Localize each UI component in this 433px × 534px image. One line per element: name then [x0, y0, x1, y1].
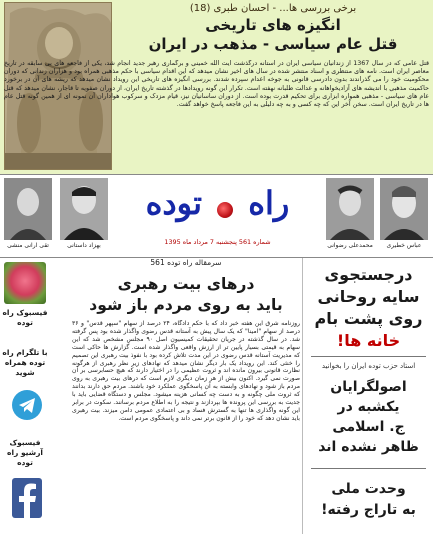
feature2-line1[interactable]: اصولگرایان [330, 379, 407, 395]
article-header [118, 2, 428, 54]
editorial-label: سرمقاله راه توده 561 [150, 258, 222, 267]
archive-caption[interactable]: استاد حزب توده ایران را بخوانید [321, 362, 416, 370]
portrait-photo-4 [380, 178, 428, 240]
divider [311, 468, 426, 469]
telegram-icon[interactable] [12, 390, 42, 420]
rah-e-tudeh-logo[interactable] [120, 179, 315, 231]
feature1-line2[interactable]: سایه روحانی [317, 287, 420, 306]
rose-image [4, 262, 46, 304]
feature2-line2[interactable]: یکشبه در [337, 399, 400, 415]
portrait-photo-1 [4, 178, 52, 240]
editorial-title[interactable]: درهای بیت رهبری [117, 275, 255, 293]
issue-date-line: شماره 561 پنجشنبه 7 مرداد ماه 1395 [164, 238, 271, 246]
telegram-link-label[interactable]: با تلگرام راه توده همراه شوید [2, 348, 48, 377]
editorial-body: روزنامه شرق این هفته خبر داد که با حکم دادگاه، ۲۴ درصد از سهام "سپهر قدس" و ۳۶ درصد از سهام "امینا" که یک سال پیش به آستانه قدس رضوی واگذار شده بود پس گرفته شد. در سال گذشته در جریان تحقیقات کمیسیون اصل ۹۰ مجلس مشخص شد که این سهام به قیمتی بسیار پایین تر از ارزش واقعی واگذار شده است. گزارش ها حاکی است که مدیریت آستانه قدس رضوی در این مدت تلاش کرده بود با نفوذ بیت رهبری این تصمیم را خنثی کند. این رویداد یک بار دیگر نشان میدهد که نهادهای زیر نظر رهبری از هرگونه نظارت قانونی بیرون مانده اند و ثروت عظیمی را در اختیار دارند که هیچ حسابرسی بر آن صورت نمی گیرد. اکنون بیش از هر زمان دیگری لازم است که درهای بیت رهبری به روی مردم باز شود و نهادهای وابسته به آن پاسخگوی عملکرد خود باشند. مردم حق دارند بدانند که ثروت ملی چگونه و به دست چه کسانی هزینه میشود. مجلس و دستگاه قضایی باید با جدیت به بررسی این پرونده ها بپردازند و نتیجه را به اطلاع مردم برسانند. سکوت در برابر این گونه واگذاری ها تنها به گسترش فساد و بی اعتمادی عمومی دامن میزند. بیت رهبری باید نشان دهد که خود را از قانون برتر نمی داند و پاسخگوی مردم است. [72, 320, 300, 422]
article-paragraph: قتل عامی که در سال 1367 از زندانیان سیاسی ایران در آستانه درگذشت آیت الله خمینی و برگماری رهبر جدید انجام شد، یکی از فاجعه های بی سابقه در تاریخ معاصر ایران است. نامه های منتظری و اسناد منتشر شده در سال های اخیر نشان میدهد که این اقدام سیاسی با حکم مذهبی همراه بود و هزاران زندانی که دوران محکومیت خود را می گذراندند بدون دادرسی قانونی به جوخه اعدام سپرده شدند. بررسی انگیزه های تاریخی این رویداد نشان میدهد که ریشه های آن در برخورد حاکمیت مذهبی با اندیشه های آزادیخواهانه و عدالت طلبانه نهفته است. تکرار این گونه رویدادها در گذشته تاریخ ایران، از دوران صفویه تا قاجار، نشان میدهد که قتل عام های سیاسی - مذهبی همواره ابزاری برای تحکیم قدرت بوده است. از دوران ساسانیان نیز، قیام مزدک و سرکوب هواداران آن نمونه ای از همین گونه قتل عام ها در تاریخ ایران است. سخن آخر این که چه کسی و به چه دلیلی به این فاجعه پاسخ خواهد گفت. [4, 60, 429, 109]
article-subtitle[interactable]: قتل عام سیاسی - مذهب در ایران [148, 35, 398, 53]
feature2-line4[interactable]: ظاهر نشده اند [318, 439, 419, 455]
feature3-line1[interactable]: وحدت ملی [331, 481, 406, 497]
feature1-line4[interactable]: خانه ها! [336, 331, 401, 350]
rose-icon [217, 202, 233, 218]
feature1-line1[interactable]: درجستجوی [324, 265, 413, 284]
portrait-photo-3 [326, 178, 374, 240]
portrait-label-3: محمدعلی رضوانی [327, 242, 373, 249]
article-title[interactable]: انگیزه های تاریخی [205, 16, 341, 34]
portrait-label-2: بهزاد داستانی [67, 242, 101, 249]
facebook-icon[interactable] [12, 478, 42, 518]
editorial-column [72, 258, 300, 534]
facebook-archive-link-label[interactable]: فیسبوک آرشیو راه توده [7, 438, 43, 467]
feature2-line3[interactable]: ج. اسلامی [332, 419, 405, 435]
right-sidebar [302, 258, 433, 534]
logo-word-tudeh: توده [145, 184, 203, 222]
feature3-line2[interactable]: به تاراج رفته! [321, 502, 416, 518]
article-byline: برخی بررسی ها... - احسان طبری (18) [189, 3, 357, 14]
facebook-link-label[interactable]: فیسبوک راه توده [2, 308, 48, 327]
masthead-bar [0, 174, 433, 258]
divider [311, 356, 426, 357]
editorial-subtitle[interactable]: باید به روی مردم باز شود [89, 296, 283, 314]
logo-word-rah: راه [248, 184, 290, 222]
portrait-label-4: عباس خطیری [386, 242, 422, 249]
portrait-label-1: تقی ارانی منشی [7, 242, 49, 249]
feature1-line3[interactable]: روی پشت بام [314, 309, 423, 328]
portrait-photo-2 [60, 178, 108, 240]
